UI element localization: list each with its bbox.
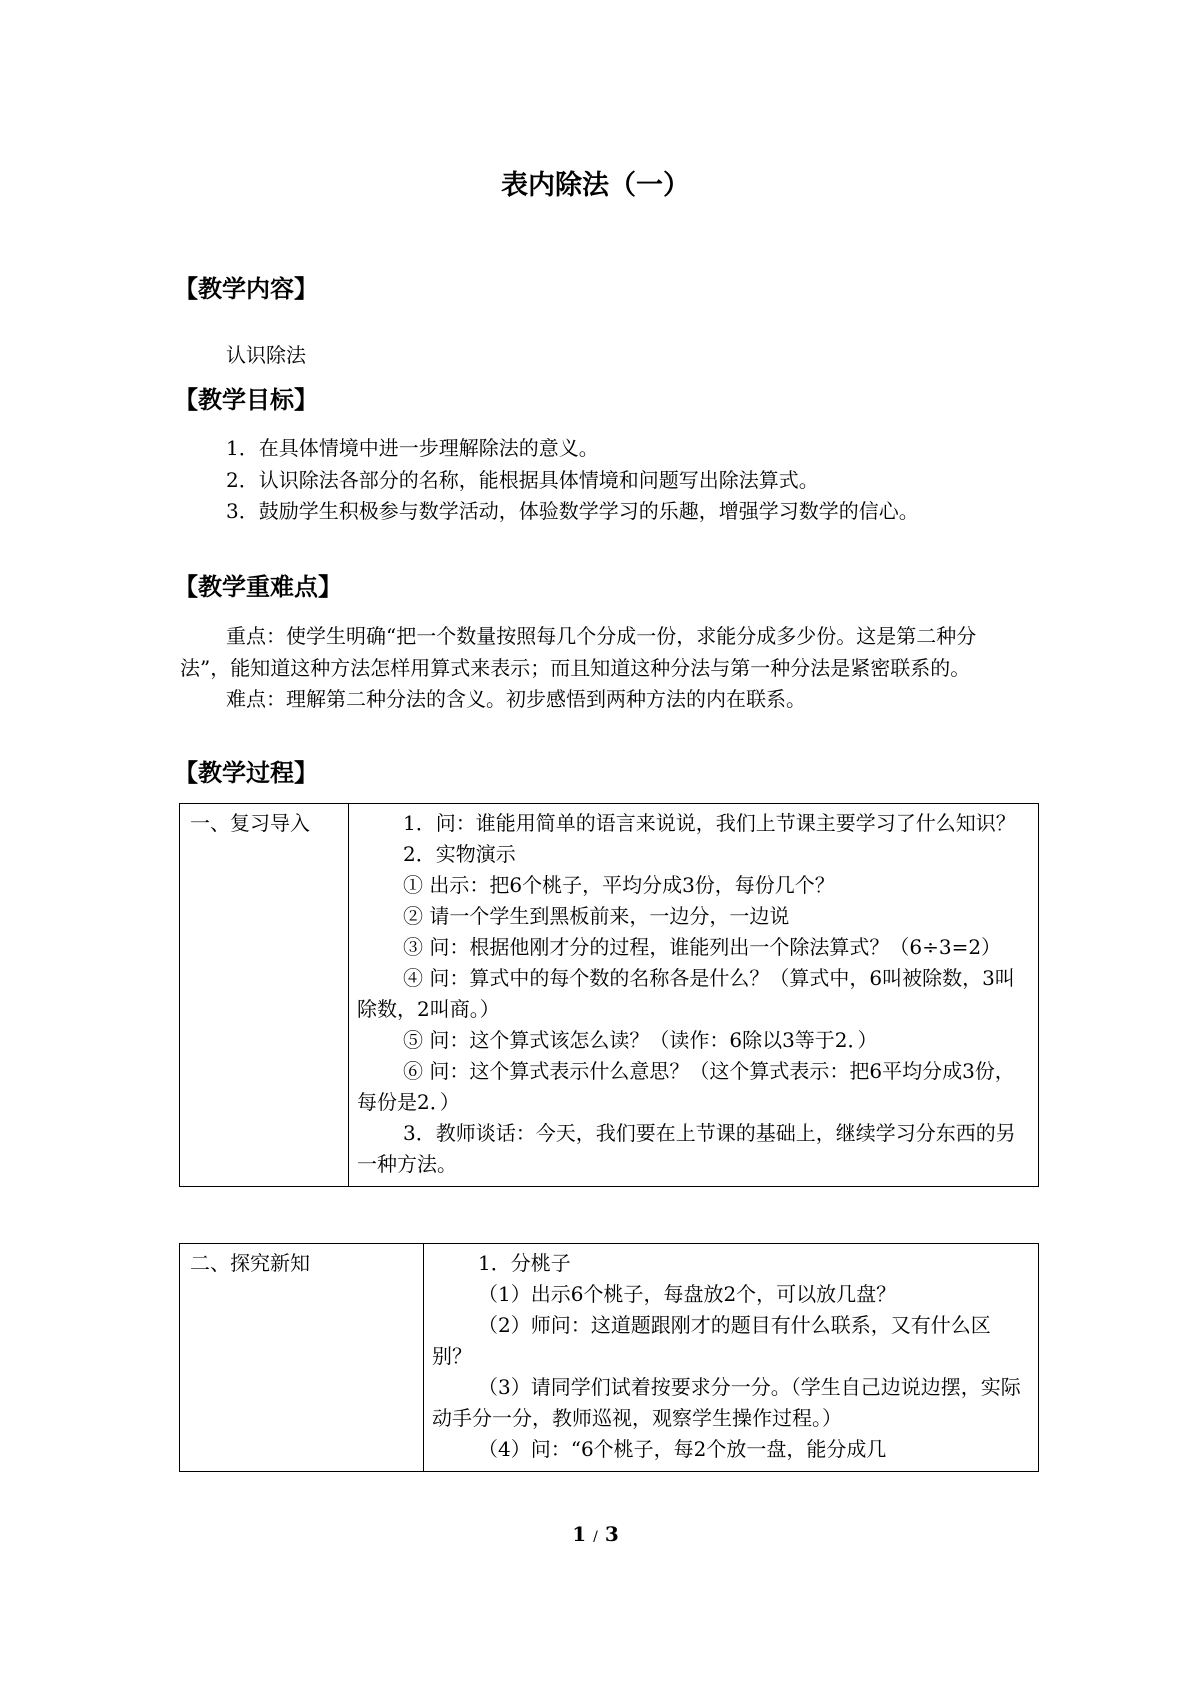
process-table-continued (179, 1243, 1039, 1472)
process-table (179, 803, 1039, 1187)
process-line: 1．分桃子 (478, 1251, 571, 1275)
section-heading-process: 【教学过程】 (174, 759, 318, 787)
process-line: （2）师问：这道题跟刚才的题目有什么联系，又有什么区别？ (432, 1313, 991, 1368)
total-pages: 3 (604, 1522, 619, 1546)
stage-label-cell (180, 804, 349, 1187)
section-heading-goals: 【教学目标】 (174, 386, 318, 414)
process-line: ② 请一个学生到黑板前来，一边分，一边说 (403, 904, 790, 928)
page-number (0, 1522, 1191, 1546)
section-goals-body (180, 433, 1008, 528)
page-title: 表内除法（一） (501, 170, 690, 201)
section-heading-content: 【教学内容】 (174, 275, 318, 303)
section-content-body (180, 340, 1008, 372)
process-line: ③ 问：根据他刚才分的过程，谁能列出一个除法算式？（6÷3=2） (403, 935, 1002, 959)
page-separator: / (593, 1529, 598, 1545)
goal-item: 2．认识除法各部分的名称，能根据具体情境和问题写出除法算式。 (226, 467, 819, 492)
table-row (180, 1244, 1039, 1472)
process-line: 2．实物演示 (403, 842, 516, 866)
process-line: ⑤ 问：这个算式该怎么读？（读作：6除以3等于2．） (403, 1028, 878, 1052)
process-line: （4）问：“6个桃子，每2个放一盘，能分成几 (478, 1437, 887, 1461)
section-heading-key-points: 【教学重难点】 (174, 573, 342, 601)
stage-label: 一、复习导入 (190, 811, 310, 835)
current-page: 1 (572, 1522, 587, 1546)
table-row (180, 804, 1039, 1187)
key-point-item: 难点：理解第二种分法的含义。初步感悟到两种方法的内在联系。 (226, 687, 806, 711)
process-line: 3．教师谈话：今天，我们要在上节课的基础上，继续学习分东西的另一种方法。 (357, 1121, 1016, 1176)
key-point-item: 重点：使学生明确“把一个数量按照每几个分成一份，求能分成多少份。这是第二种分法”，能知道这种方法怎样用算式来表示；而且知道这种分法与第一种分法是紧密联系的。 (180, 624, 977, 680)
process-line: ① 出示：把6个桃子，平均分成3份，每份几个？ (403, 873, 835, 897)
process-line: （3）请同学们试着按要求分一分。（学生自己边说边摆，实际动手分一分，教师巡视，观察学生操作过程。） (432, 1375, 1021, 1430)
goal-item: 1．在具体情境中进一步理解除法的意义。 (226, 436, 599, 460)
goal-item: 3．鼓励学生积极参与数学活动，体验数学学习的乐趣，增强学习数学的信心。 (226, 499, 919, 523)
process-line: 1．问：谁能用简单的语言来说说，我们上节课主要学习了什么知识？ (403, 811, 1016, 835)
stage-label-cell (180, 1244, 424, 1472)
stage-content-cell (424, 1244, 1039, 1472)
process-line: ⑥ 问：这个算式表示什么意思？（这个算式表示：把6平均分成3份，每份是2．） (357, 1059, 1015, 1114)
stage-label: 二、探究新知 (190, 1251, 310, 1275)
section-key-points-body (180, 621, 1008, 716)
process-line: （1）出示6个桃子，每盘放2个，可以放几盘？ (478, 1282, 897, 1306)
process-line: ④ 问：算式中的每个数的名称各是什么？（算式中，6叫被除数，3叫除数，2叫商。） (357, 966, 1015, 1021)
stage-content-cell (349, 804, 1039, 1187)
content-text: 认识除法 (226, 343, 306, 367)
